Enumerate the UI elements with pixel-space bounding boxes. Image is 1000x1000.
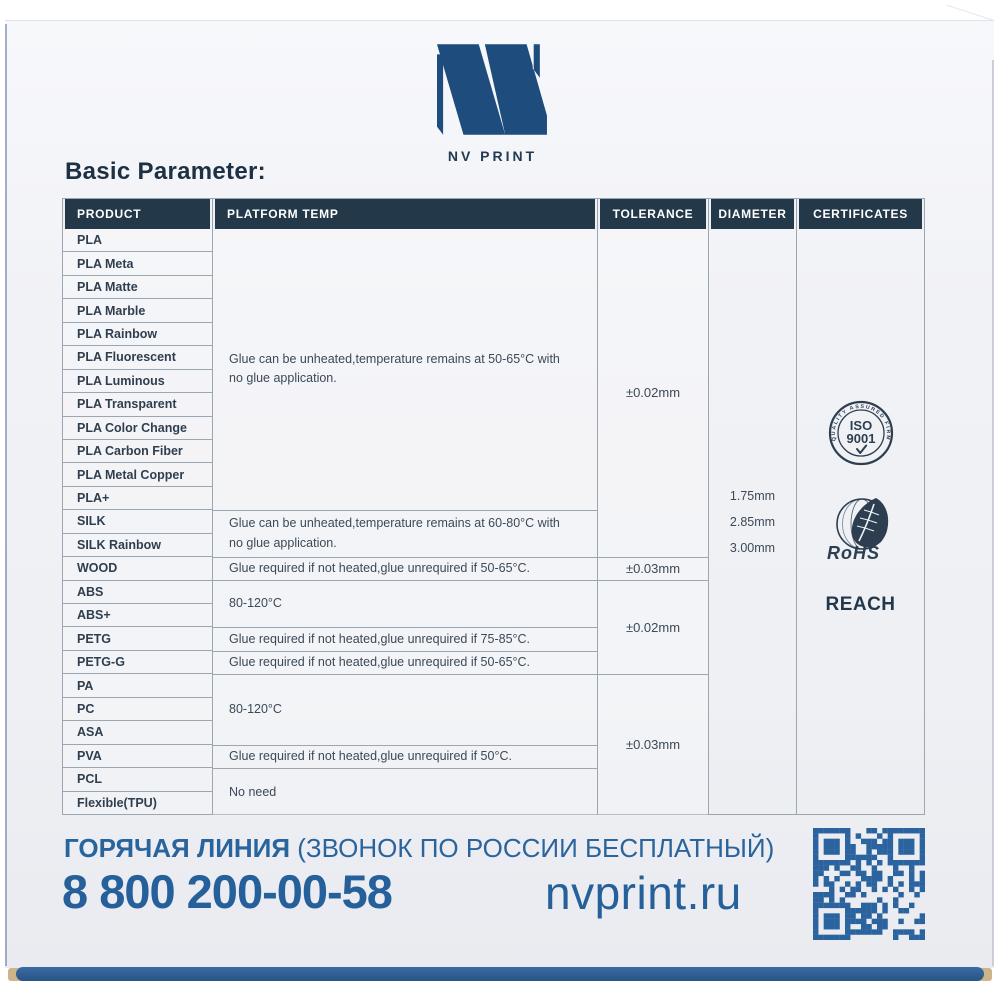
tolerance-cell: ±0.02mm: [598, 581, 708, 675]
hotline-note: (ЗВОНОК ПО РОССИИ БЕСПЛАТНЫЙ): [290, 833, 775, 863]
product-cell: PVA: [63, 745, 212, 768]
header-certificates: CERTIFICATES: [797, 199, 924, 229]
column-diameter: [709, 199, 797, 814]
product-cell: WOOD: [63, 557, 212, 580]
product-cell: PETG: [63, 627, 212, 650]
tolerance-cell: ±0.03mm: [598, 558, 708, 581]
hotline-title: ГОРЯЧАЯ ЛИНИЯ: [64, 833, 291, 863]
diameter-cell: [709, 229, 796, 814]
tolerance-cell: ±0.03mm: [598, 675, 708, 816]
product-cell: SILK Rainbow: [63, 534, 212, 557]
box-bottom-edge: [16, 967, 984, 981]
box-left-edge: [5, 24, 7, 966]
iso-ring-text: QUALITY ASSURED FIRM: [830, 403, 891, 442]
product-cell: PLA Rainbow: [63, 323, 212, 346]
product-cell: PLA Carbon Fiber: [63, 440, 212, 463]
product-cell: SILK: [63, 510, 212, 533]
diameter-value: 2.85mm: [729, 514, 776, 529]
platform-temp-cell: Glue required if not heated,glue unrequired if 75-85°C.: [213, 628, 597, 651]
product-cell: ASA: [63, 721, 212, 744]
hotline-phone: 8 800 200-00-58: [62, 865, 392, 918]
platform-temp-cell: 80-120°C: [213, 581, 597, 628]
header-product: PRODUCT: [63, 199, 212, 229]
certificates-cell: [797, 229, 924, 814]
product-cell: ABS: [63, 581, 212, 604]
header-diameter: DIAMETER: [709, 199, 796, 229]
page-title: Basic Parameter:: [65, 158, 266, 185]
platform-temp-cell: No need: [213, 769, 597, 816]
product-cell: PA: [63, 674, 212, 697]
box-right-edge: [992, 60, 994, 966]
box-top-crease: [946, 5, 994, 21]
reach-label: REACH: [825, 593, 896, 615]
platform-temp-cell: Glue required if not heated,glue unrequired if 50-65°C.: [213, 652, 597, 675]
product-cell: PLA Transparent: [63, 393, 212, 416]
platform-temp-cell: Glue required if not heated,glue unrequired if 50°C.: [213, 746, 597, 769]
rohs-label: RoHS: [826, 542, 880, 563]
product-cell: PLA Matte: [63, 276, 212, 299]
certificates-stack: [824, 400, 898, 616]
column-product: [63, 199, 213, 814]
product-cell: PC: [63, 698, 212, 721]
rohs-icon: [824, 496, 898, 564]
product-cell: Flexible(TPU): [63, 792, 212, 814]
parameter-table: [62, 198, 925, 815]
product-cell: PLA Marble: [63, 299, 212, 322]
diameter-value: 1.75mm: [729, 488, 776, 503]
hotline-line: [64, 833, 774, 864]
product-cell: PLA+: [63, 487, 212, 510]
column-certificates: [797, 199, 924, 814]
product-cell: PLA Luminous: [63, 370, 212, 393]
product-cell: PETG-G: [63, 651, 212, 674]
product-cell: PLA Meta: [63, 252, 212, 275]
iso-number: 9001: [846, 430, 875, 446]
diameter-value: 3.00mm: [729, 540, 776, 555]
product-cell: PLA Metal Copper: [63, 463, 212, 486]
iso-9001-badge-icon: [828, 400, 894, 466]
header-tolerance: TOLERANCE: [598, 199, 708, 229]
brand-logo: [430, 42, 555, 164]
website-url: nvprint.ru: [545, 867, 742, 919]
platform-temp-cell: Glue can be unheated,temperature remains at 50-65°C with no glue application.: [213, 229, 597, 511]
brand-logo-text: NV PRINT: [447, 148, 538, 164]
qr-code-icon: [813, 828, 925, 940]
platform-temp-cell: 80-120°C: [213, 675, 597, 745]
tolerance-cell: ±0.02mm: [598, 229, 708, 558]
column-platform-temp: [213, 199, 598, 814]
iso-label: ISO: [849, 417, 872, 433]
nv-monogram-icon: [437, 42, 549, 137]
platform-column-body: [213, 229, 597, 816]
tolerance-column-body: [598, 229, 708, 816]
platform-temp-cell: Glue required if not heated,glue unrequired if 50-65°C.: [213, 558, 597, 581]
product-cell: PLA Color Change: [63, 417, 212, 440]
platform-temp-cell: Glue can be unheated,temperature remains at 60-80°C with no glue application.: [213, 511, 597, 558]
product-cell: PLA Fluorescent: [63, 346, 212, 369]
column-tolerance: [598, 199, 709, 814]
product-column-body: [63, 229, 212, 814]
product-cell: ABS+: [63, 604, 212, 627]
product-cell: PCL: [63, 768, 212, 791]
header-platform-temp: PLATFORM TEMP: [213, 199, 597, 229]
product-cell: PLA: [63, 229, 212, 252]
